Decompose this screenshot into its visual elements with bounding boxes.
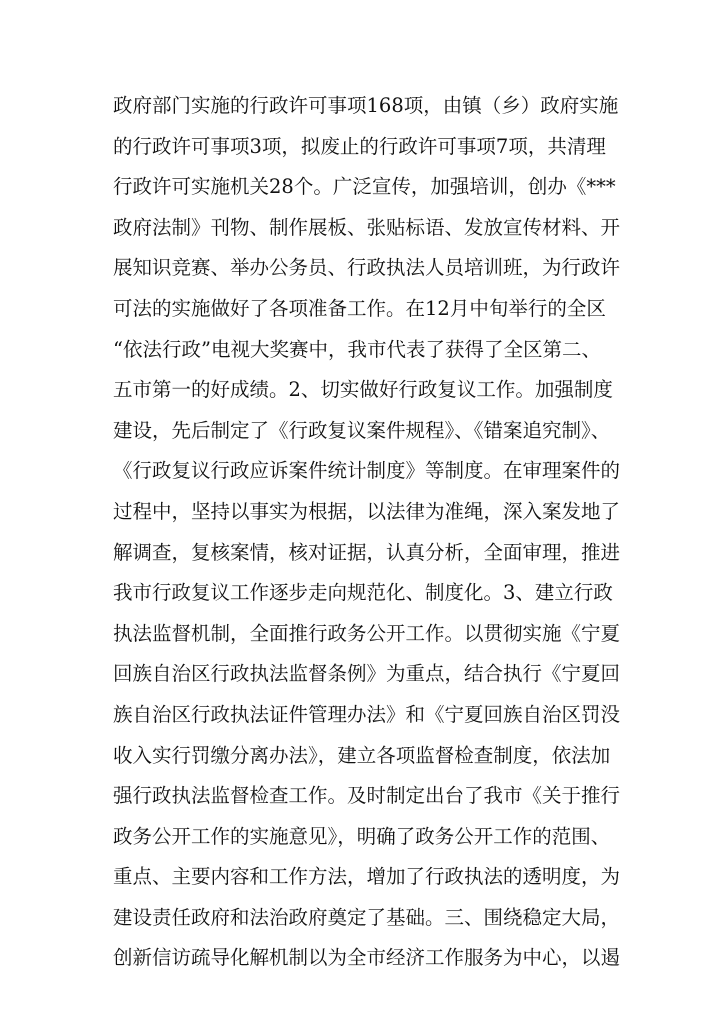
text-line: 五市第一的好成绩。2、切实做好行政复议工作。加强制度	[113, 378, 613, 402]
text-line: 行政许可实施机关28个。广泛宣传，加强培训，创办《***	[113, 175, 616, 199]
text-line: 执法监督机制，全面推行政务公开工作。以贯彻实施《宁夏	[113, 621, 621, 645]
text-line: 我市行政复议工作逐步走向规范化、制度化。3、建立行政	[113, 581, 613, 605]
text-line: 收入实行罚缴分离办法》，建立各项监督检查制度，依法加	[113, 743, 611, 767]
text-line: 强行政执法监督检查工作。及时制定出台了我市《关于推行	[113, 784, 621, 808]
body-paragraph	[113, 86, 621, 979]
text-line: 政府法制》刊物、制作展板、张贴标语、发放宣传材料、开	[113, 215, 621, 239]
text-line: 政府部门实施的行政许可事项168项，由镇（乡）政府实施	[113, 94, 619, 117]
text-line: 建设，先后制定了《行政复议案件规程》、《错案追究制》、	[113, 418, 611, 442]
text-line: 《行政复议行政应诉案件统计制度》等制度。在审理案件的	[113, 459, 621, 483]
text-line: 回族自治区行政执法监督条例》为重点，结合执行《宁夏回	[113, 662, 621, 686]
text-line: 可法的实施做好了各项准备工作。在12月中旬举行的全区	[113, 296, 606, 320]
text-line: 族自治区行政执法证件管理办法》和《宁夏回族自治区罚没	[113, 702, 621, 726]
text-line: 展知识竞赛、举办公务员、行政执法人员培训班，为行政许	[113, 256, 621, 280]
text-line: 建设责任政府和法治政府奠定了基础。三、围绕稳定大局，	[113, 905, 621, 929]
text-line: 的行政许可事项3项，拟废止的行政许可事项7项，共清理	[113, 134, 606, 158]
text-line: 过程中，坚持以事实为根据，以法律为准绳，深入案发地了	[113, 499, 621, 523]
text-line: 政务公开工作的实施意见》，明确了政务公开工作的范围、	[113, 824, 611, 848]
text-line: 创新信访疏导化解机制以为全市经济工作服务为中心，以遏	[113, 946, 621, 970]
text-line: 解调查，复核案情，核对证据，认真分析，全面审理，推进	[113, 540, 621, 564]
text-line: “依法行政”电视大奖赛中，我市代表了获得了全区第二、	[113, 337, 601, 361]
text-line: 重点、主要内容和工作方法，增加了行政执法的透明度，为	[113, 865, 621, 889]
